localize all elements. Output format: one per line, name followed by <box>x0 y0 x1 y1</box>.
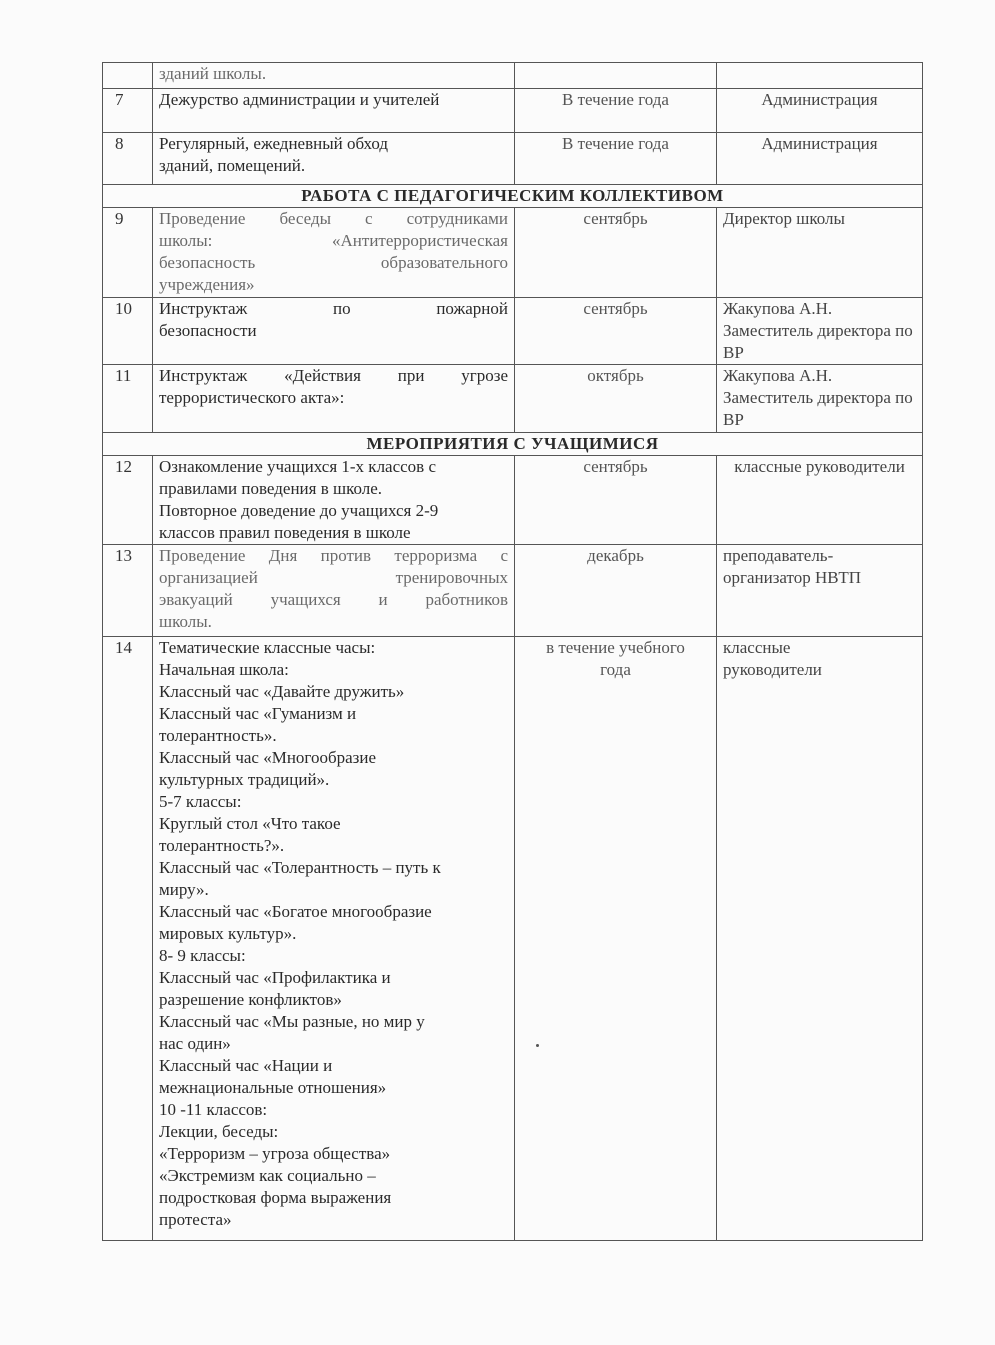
activity-cell: Ознакомление учащихся 1-х классов с правилами поведения в школе. Повторное доведение до учащихся 2-9 классов правил поведения в школе <box>153 456 515 545</box>
responsible-cell: Директор школы <box>717 208 923 298</box>
date-cell: В течение года <box>515 89 717 133</box>
date-cell: сентябрь <box>515 208 717 298</box>
responsible-cell: классные руководители <box>717 637 923 1241</box>
date-cell: сентябрь <box>515 298 717 365</box>
table-row <box>103 133 923 185</box>
section-heading-students: МЕРОПРИЯТИЯ С УЧАЩИМИСЯ <box>103 433 923 456</box>
responsible-cell: Жакупова А.Н. Заместитель директора по ВР <box>717 298 923 365</box>
activity-cell: Проведение беседы с сотрудниками школы: «Антитеррористическая безопасность образовательного учреждения» <box>153 208 515 298</box>
section-row <box>103 433 923 456</box>
table-row <box>103 89 923 133</box>
responsible-cell: Администрация <box>717 133 923 185</box>
activity-cell: Дежурство администрации и учителей <box>153 89 515 133</box>
date-cell: В течение года <box>515 133 717 185</box>
activity-cell: Инструктаж по пожарной безопасности <box>153 298 515 365</box>
responsible-cell: Администрация <box>717 89 923 133</box>
row-number: 11 <box>103 365 153 433</box>
row-number: 14 <box>103 637 153 1241</box>
row-number: 8 <box>103 133 153 185</box>
plan-sheet <box>102 62 922 1241</box>
responsible-cell: классные руководители <box>717 456 923 545</box>
row-number: 9 <box>103 208 153 298</box>
activity-cell: Регулярный, ежедневный обход зданий, помещений. <box>153 133 515 185</box>
table-row <box>103 545 923 637</box>
table-row <box>103 456 923 545</box>
scan-speck <box>536 1044 539 1047</box>
plan-table <box>102 62 923 1241</box>
activity-cell: Тематические классные часы: Начальная школа: Классный час «Давайте дружить» Классный час «Гуманизм и толерантность». Классный час «Многообразие культурных традиций». 5-7 классы: Круглый стол «Что такое толерантность?». Классный час «Толерантность – путь к миру». Классный час «Богатое многообразие мировых культур». 8- 9 классы: Классный час «Профилактика и разрешение конфликтов» Классный час «Мы разные, но мир у нас один» Классный час «Нации и межнациональные отношения» 10 -11 классов: Лекции, беседы: «Терроризм – угроза общества» «Экстремизм как социально – подростковая форма выражения протеста» <box>153 637 515 1241</box>
activity-cell: зданий школы. <box>153 63 515 89</box>
responsible-cell <box>717 63 923 89</box>
row-number <box>103 63 153 89</box>
date-cell: сентябрь <box>515 456 717 545</box>
date-cell: октябрь <box>515 365 717 433</box>
row-number: 10 <box>103 298 153 365</box>
row-number: 12 <box>103 456 153 545</box>
date-cell: декабрь <box>515 545 717 637</box>
responsible-cell: преподаватель- организатор НВТП <box>717 545 923 637</box>
section-heading-staff: РАБОТА С ПЕДАГОГИЧЕСКИМ КОЛЛЕКТИВОМ <box>103 185 923 208</box>
table-row <box>103 208 923 298</box>
table-row <box>103 365 923 433</box>
row-number: 7 <box>103 89 153 133</box>
activity-cell: Проведение Дня против терроризма с организацией тренировочных эвакуаций учащихся и работников школы. <box>153 545 515 637</box>
date-cell <box>515 63 717 89</box>
row-number: 13 <box>103 545 153 637</box>
date-cell: в течение учебного года <box>515 637 717 1241</box>
table-row <box>103 63 923 89</box>
responsible-cell: Жакупова А.Н. Заместитель директора по ВР <box>717 365 923 433</box>
section-row <box>103 185 923 208</box>
table-row <box>103 637 923 1241</box>
activity-cell: Инструктаж «Действия при угрозе террористического акта»: <box>153 365 515 433</box>
table-row <box>103 298 923 365</box>
